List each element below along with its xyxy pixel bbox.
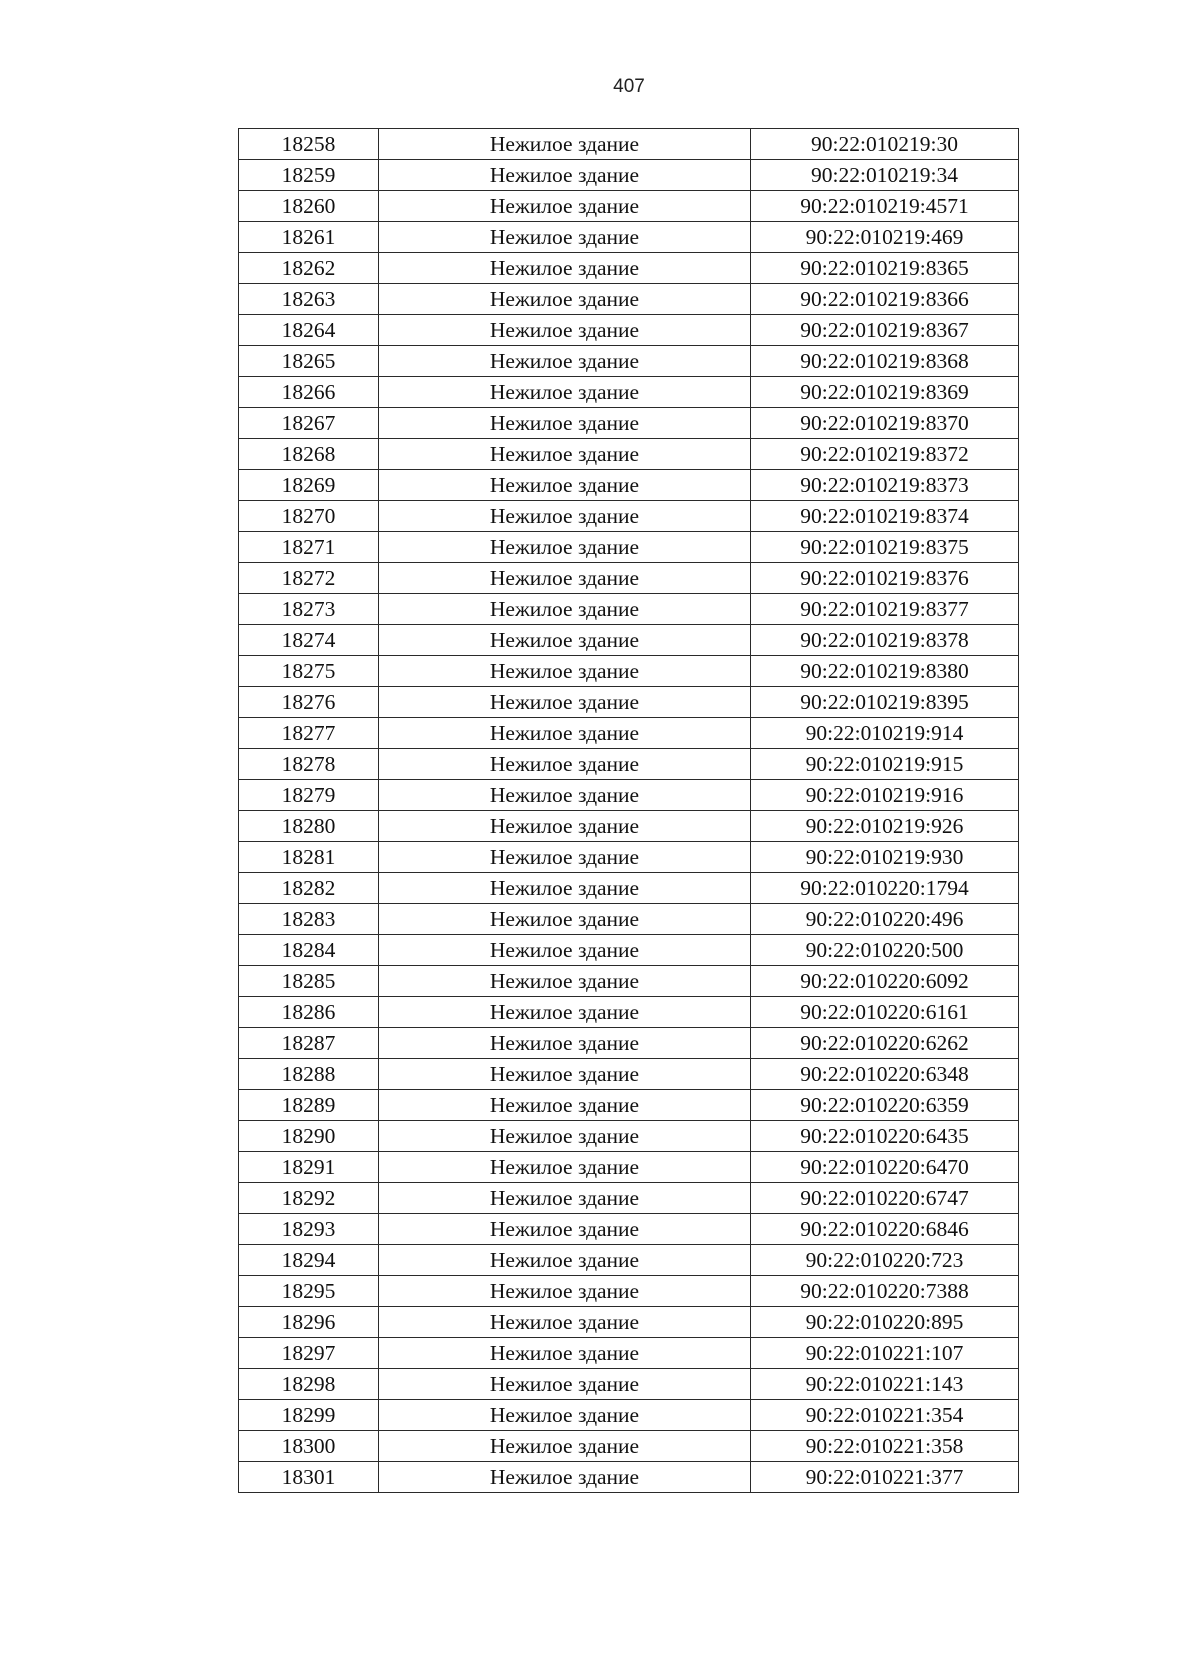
cadastral-number-cell: 90:22:010220:6262 <box>751 1028 1019 1059</box>
cadastral-number-cell: 90:22:010220:1794 <box>751 873 1019 904</box>
object-type-cell: Нежилое здание <box>379 315 751 346</box>
row-number-cell: 18274 <box>239 625 379 656</box>
cadastral-number-cell: 90:22:010219:916 <box>751 780 1019 811</box>
row-number-cell: 18277 <box>239 718 379 749</box>
row-number-cell: 18294 <box>239 1245 379 1276</box>
table-row <box>239 594 1019 625</box>
row-number-cell: 18283 <box>239 904 379 935</box>
row-number-cell: 18281 <box>239 842 379 873</box>
row-number-cell: 18269 <box>239 470 379 501</box>
object-type-cell: Нежилое здание <box>379 1214 751 1245</box>
cadastral-number-cell: 90:22:010221:107 <box>751 1338 1019 1369</box>
row-number-cell: 18265 <box>239 346 379 377</box>
object-type-cell: Нежилое здание <box>379 749 751 780</box>
registry-table <box>238 128 1019 1493</box>
cadastral-number-cell: 90:22:010219:926 <box>751 811 1019 842</box>
object-type-cell: Нежилое здание <box>379 160 751 191</box>
cadastral-number-cell: 90:22:010220:6470 <box>751 1152 1019 1183</box>
object-type-cell: Нежилое здание <box>379 780 751 811</box>
table-row <box>239 935 1019 966</box>
row-number-cell: 18259 <box>239 160 379 191</box>
cadastral-number-cell: 90:22:010219:8375 <box>751 532 1019 563</box>
row-number-cell: 18297 <box>239 1338 379 1369</box>
cadastral-number-cell: 90:22:010220:6359 <box>751 1090 1019 1121</box>
object-type-cell: Нежилое здание <box>379 1090 751 1121</box>
table-row <box>239 1369 1019 1400</box>
table-row <box>239 129 1019 160</box>
object-type-cell: Нежилое здание <box>379 501 751 532</box>
cadastral-number-cell: 90:22:010219:8376 <box>751 563 1019 594</box>
table-row <box>239 1090 1019 1121</box>
object-type-cell: Нежилое здание <box>379 222 751 253</box>
row-number-cell: 18288 <box>239 1059 379 1090</box>
table-row <box>239 1245 1019 1276</box>
table-row <box>239 563 1019 594</box>
cadastral-number-cell: 90:22:010219:8395 <box>751 687 1019 718</box>
table-row <box>239 1183 1019 1214</box>
cadastral-number-cell: 90:22:010220:6435 <box>751 1121 1019 1152</box>
object-type-cell: Нежилое здание <box>379 873 751 904</box>
row-number-cell: 18276 <box>239 687 379 718</box>
table-row <box>239 1059 1019 1090</box>
table-row <box>239 842 1019 873</box>
row-number-cell: 18271 <box>239 532 379 563</box>
object-type-cell: Нежилое здание <box>379 563 751 594</box>
row-number-cell: 18282 <box>239 873 379 904</box>
row-number-cell: 18261 <box>239 222 379 253</box>
table-row <box>239 656 1019 687</box>
row-number-cell: 18285 <box>239 966 379 997</box>
object-type-cell: Нежилое здание <box>379 842 751 873</box>
row-number-cell: 18263 <box>239 284 379 315</box>
table-row <box>239 1338 1019 1369</box>
cadastral-number-cell: 90:22:010220:7388 <box>751 1276 1019 1307</box>
table-row <box>239 470 1019 501</box>
cadastral-number-cell: 90:22:010220:6747 <box>751 1183 1019 1214</box>
cadastral-number-cell: 90:22:010219:30 <box>751 129 1019 160</box>
row-number-cell: 18272 <box>239 563 379 594</box>
row-number-cell: 18290 <box>239 1121 379 1152</box>
cadastral-number-cell: 90:22:010220:723 <box>751 1245 1019 1276</box>
object-type-cell: Нежилое здание <box>379 532 751 563</box>
cadastral-number-cell: 90:22:010219:8374 <box>751 501 1019 532</box>
cadastral-number-cell: 90:22:010219:8369 <box>751 377 1019 408</box>
row-number-cell: 18301 <box>239 1462 379 1493</box>
object-type-cell: Нежилое здание <box>379 1338 751 1369</box>
table-row <box>239 997 1019 1028</box>
object-type-cell: Нежилое здание <box>379 1121 751 1152</box>
row-number-cell: 18291 <box>239 1152 379 1183</box>
cadastral-number-cell: 90:22:010221:143 <box>751 1369 1019 1400</box>
row-number-cell: 18273 <box>239 594 379 625</box>
object-type-cell: Нежилое здание <box>379 1369 751 1400</box>
object-type-cell: Нежилое здание <box>379 1400 751 1431</box>
cadastral-number-cell: 90:22:010219:34 <box>751 160 1019 191</box>
row-number-cell: 18270 <box>239 501 379 532</box>
cadastral-number-cell: 90:22:010220:6846 <box>751 1214 1019 1245</box>
object-type-cell: Нежилое здание <box>379 191 751 222</box>
table-row <box>239 625 1019 656</box>
cadastral-number-cell: 90:22:010219:8370 <box>751 408 1019 439</box>
object-type-cell: Нежилое здание <box>379 377 751 408</box>
object-type-cell: Нежилое здание <box>379 284 751 315</box>
row-number-cell: 18262 <box>239 253 379 284</box>
cadastral-number-cell: 90:22:010220:496 <box>751 904 1019 935</box>
table-row <box>239 966 1019 997</box>
row-number-cell: 18286 <box>239 997 379 1028</box>
table-row <box>239 749 1019 780</box>
row-number-cell: 18266 <box>239 377 379 408</box>
object-type-cell: Нежилое здание <box>379 811 751 842</box>
row-number-cell: 18280 <box>239 811 379 842</box>
page-number: 407 <box>613 76 645 97</box>
cadastral-number-cell: 90:22:010219:469 <box>751 222 1019 253</box>
object-type-cell: Нежилое здание <box>379 1183 751 1214</box>
row-number-cell: 18296 <box>239 1307 379 1338</box>
cadastral-number-cell: 90:22:010220:500 <box>751 935 1019 966</box>
row-number-cell: 18279 <box>239 780 379 811</box>
cadastral-number-cell: 90:22:010219:8372 <box>751 439 1019 470</box>
table-row <box>239 501 1019 532</box>
row-number-cell: 18278 <box>239 749 379 780</box>
row-number-cell: 18268 <box>239 439 379 470</box>
object-type-cell: Нежилое здание <box>379 1462 751 1493</box>
cadastral-number-cell: 90:22:010221:354 <box>751 1400 1019 1431</box>
table-row <box>239 1152 1019 1183</box>
table-row <box>239 1276 1019 1307</box>
object-type-cell: Нежилое здание <box>379 966 751 997</box>
cadastral-number-cell: 90:22:010219:8373 <box>751 470 1019 501</box>
row-number-cell: 18295 <box>239 1276 379 1307</box>
object-type-cell: Нежилое здание <box>379 1152 751 1183</box>
row-number-cell: 18299 <box>239 1400 379 1431</box>
row-number-cell: 18264 <box>239 315 379 346</box>
table-row <box>239 532 1019 563</box>
cadastral-number-cell: 90:22:010219:8378 <box>751 625 1019 656</box>
table-row <box>239 1462 1019 1493</box>
cadastral-number-cell: 90:22:010220:895 <box>751 1307 1019 1338</box>
object-type-cell: Нежилое здание <box>379 1431 751 1462</box>
object-type-cell: Нежилое здание <box>379 470 751 501</box>
row-number-cell: 18292 <box>239 1183 379 1214</box>
object-type-cell: Нежилое здание <box>379 625 751 656</box>
object-type-cell: Нежилое здание <box>379 1307 751 1338</box>
object-type-cell: Нежилое здание <box>379 1028 751 1059</box>
cadastral-number-cell: 90:22:010219:8365 <box>751 253 1019 284</box>
table-row <box>239 160 1019 191</box>
cadastral-number-cell: 90:22:010219:8380 <box>751 656 1019 687</box>
table-row <box>239 904 1019 935</box>
object-type-cell: Нежилое здание <box>379 935 751 966</box>
object-type-cell: Нежилое здание <box>379 1245 751 1276</box>
cadastral-number-cell: 90:22:010219:8368 <box>751 346 1019 377</box>
row-number-cell: 18267 <box>239 408 379 439</box>
table-row <box>239 1400 1019 1431</box>
table-row <box>239 1307 1019 1338</box>
object-type-cell: Нежилое здание <box>379 1276 751 1307</box>
cadastral-number-cell: 90:22:010219:930 <box>751 842 1019 873</box>
table-row <box>239 191 1019 222</box>
row-number-cell: 18258 <box>239 129 379 160</box>
object-type-cell: Нежилое здание <box>379 997 751 1028</box>
object-type-cell: Нежилое здание <box>379 904 751 935</box>
cadastral-number-cell: 90:22:010219:8377 <box>751 594 1019 625</box>
row-number-cell: 18275 <box>239 656 379 687</box>
cadastral-number-cell: 90:22:010220:6348 <box>751 1059 1019 1090</box>
cadastral-number-cell: 90:22:010219:914 <box>751 718 1019 749</box>
cadastral-number-cell: 90:22:010220:6092 <box>751 966 1019 997</box>
row-number-cell: 18289 <box>239 1090 379 1121</box>
table-row <box>239 439 1019 470</box>
object-type-cell: Нежилое здание <box>379 129 751 160</box>
object-type-cell: Нежилое здание <box>379 408 751 439</box>
table-row <box>239 718 1019 749</box>
object-type-cell: Нежилое здание <box>379 718 751 749</box>
table-row <box>239 1028 1019 1059</box>
table-row <box>239 377 1019 408</box>
object-type-cell: Нежилое здание <box>379 687 751 718</box>
object-type-cell: Нежилое здание <box>379 594 751 625</box>
table-row <box>239 811 1019 842</box>
table-row <box>239 687 1019 718</box>
cadastral-number-cell: 90:22:010219:8366 <box>751 284 1019 315</box>
row-number-cell: 18300 <box>239 1431 379 1462</box>
cadastral-number-cell: 90:22:010219:4571 <box>751 191 1019 222</box>
object-type-cell: Нежилое здание <box>379 439 751 470</box>
cadastral-number-cell: 90:22:010221:358 <box>751 1431 1019 1462</box>
table-row <box>239 222 1019 253</box>
cadastral-number-cell: 90:22:010220:6161 <box>751 997 1019 1028</box>
table-body <box>239 129 1019 1493</box>
table-row <box>239 1214 1019 1245</box>
table-row <box>239 873 1019 904</box>
row-number-cell: 18287 <box>239 1028 379 1059</box>
row-number-cell: 18298 <box>239 1369 379 1400</box>
table-row <box>239 780 1019 811</box>
object-type-cell: Нежилое здание <box>379 656 751 687</box>
table-row <box>239 408 1019 439</box>
cadastral-number-cell: 90:22:010221:377 <box>751 1462 1019 1493</box>
table-row <box>239 253 1019 284</box>
cadastral-number-cell: 90:22:010219:915 <box>751 749 1019 780</box>
row-number-cell: 18284 <box>239 935 379 966</box>
object-type-cell: Нежилое здание <box>379 1059 751 1090</box>
table-row <box>239 315 1019 346</box>
table-row <box>239 1121 1019 1152</box>
table-row <box>239 1431 1019 1462</box>
table-row <box>239 346 1019 377</box>
table-row <box>239 284 1019 315</box>
row-number-cell: 18293 <box>239 1214 379 1245</box>
cadastral-number-cell: 90:22:010219:8367 <box>751 315 1019 346</box>
object-type-cell: Нежилое здание <box>379 253 751 284</box>
object-type-cell: Нежилое здание <box>379 346 751 377</box>
row-number-cell: 18260 <box>239 191 379 222</box>
